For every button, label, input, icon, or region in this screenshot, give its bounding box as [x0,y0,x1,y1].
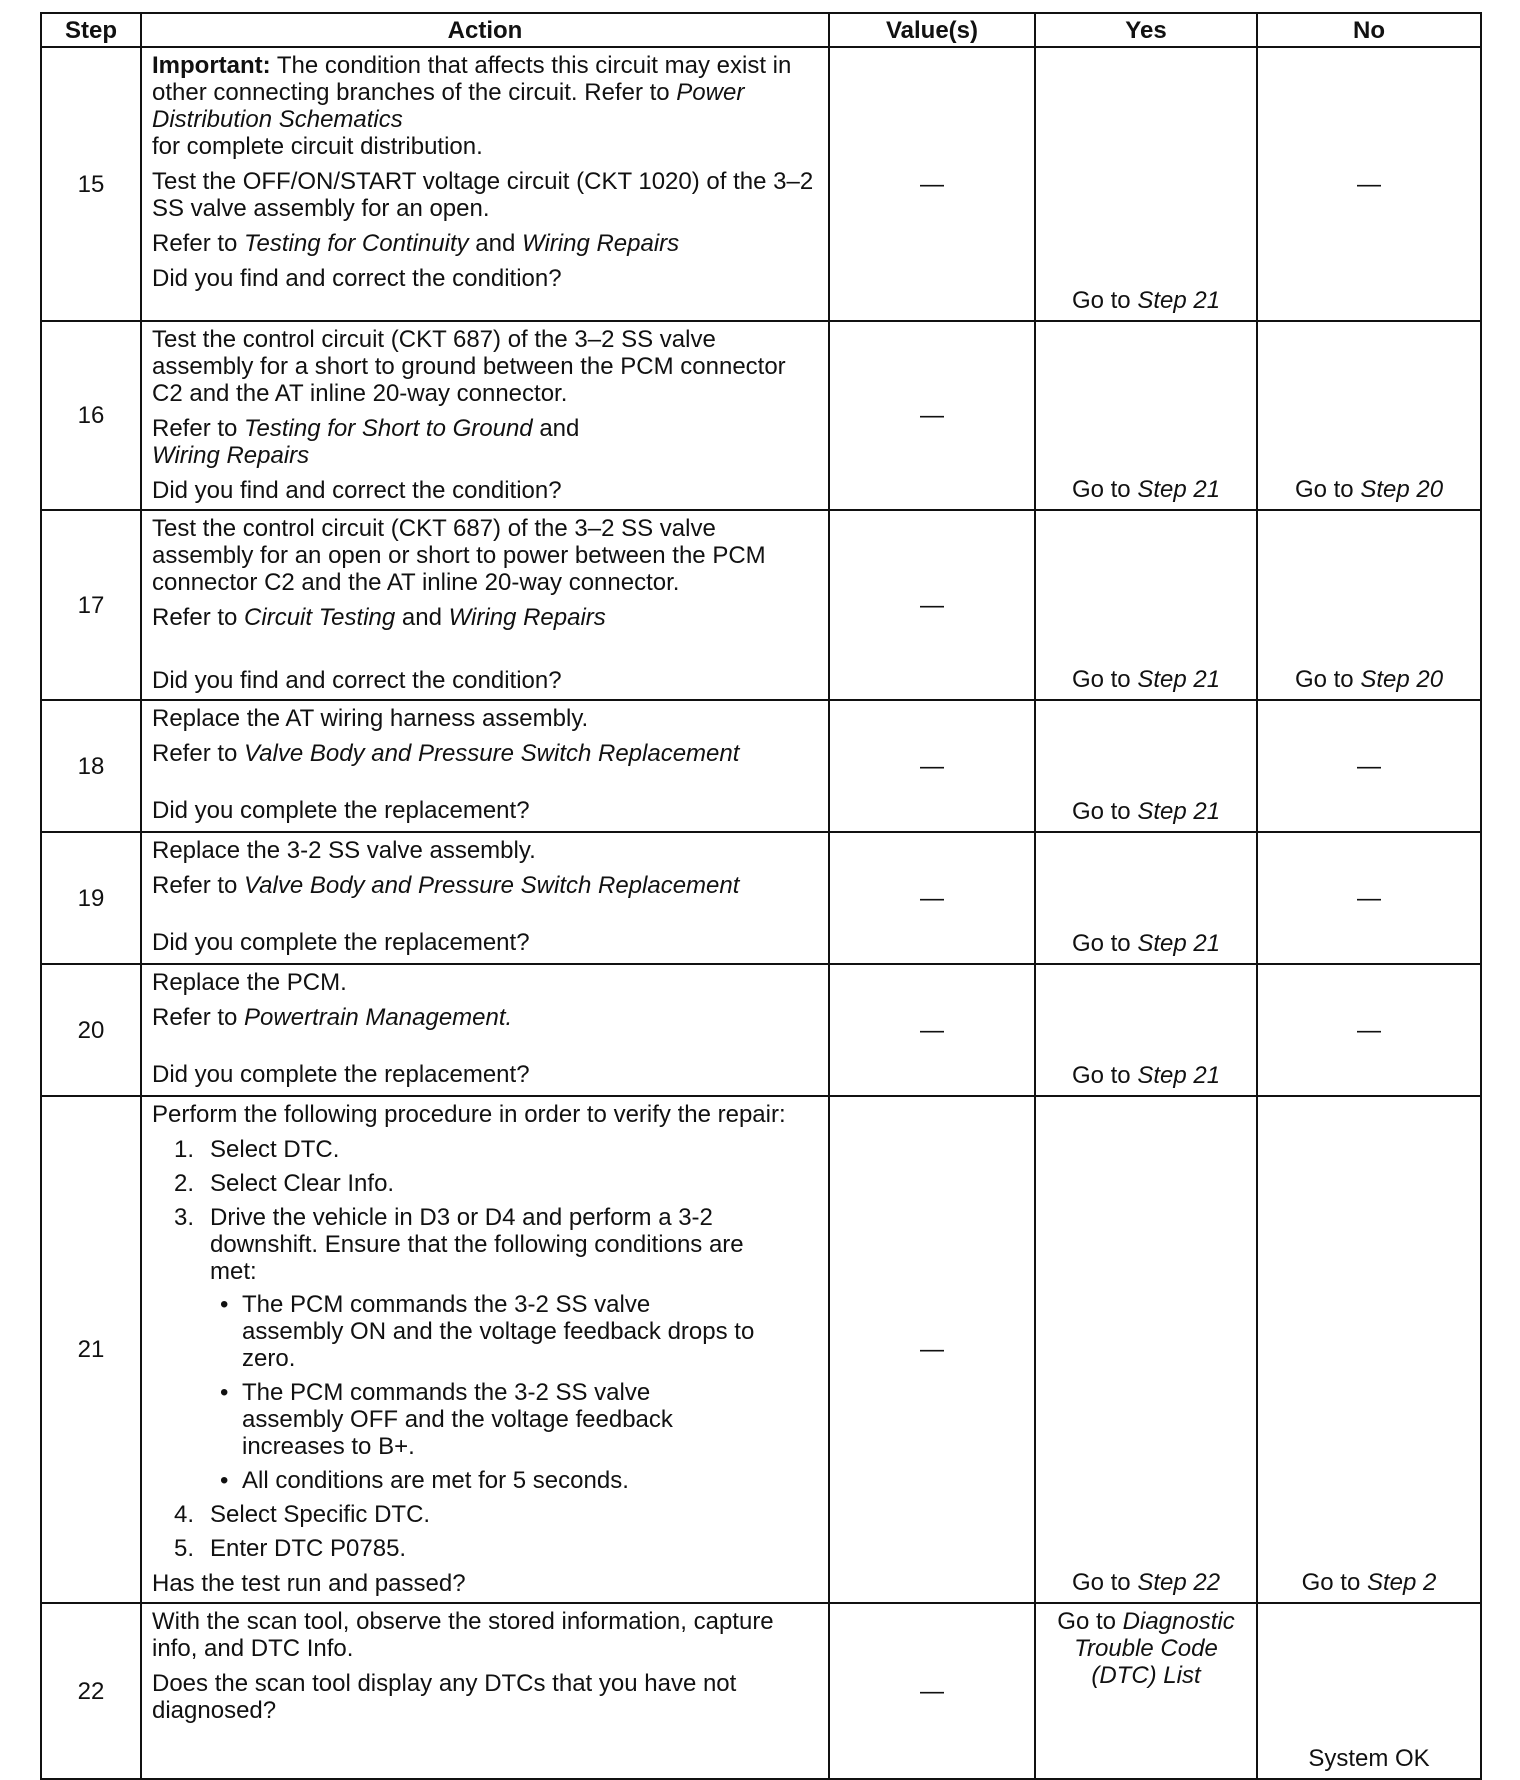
yes-step-link[interactable]: Step 21 [1137,476,1221,503]
question: Does the scan tool display any DTCs that you have not diagnosed? [152,1670,737,1724]
refer-link-a[interactable]: Powertrain Management. [244,1004,513,1031]
header-yes: Yes [1035,13,1257,47]
yes-cell [1035,1603,1257,1779]
no-cell: — [1257,832,1481,964]
item-number: 1. [174,1136,195,1163]
yes-cell [1035,510,1257,700]
yes-cell [1035,321,1257,510]
action-cell [141,510,829,700]
no-cell: System OK [1257,1603,1481,1779]
no-step-link[interactable]: Step 20 [1360,666,1444,693]
action-cell [141,700,829,832]
important-note [152,52,818,160]
procedure-intro: Perform the following procedure in order to verify the repair: [152,1101,786,1128]
no-cell: — [1257,964,1481,1096]
no-step-link[interactable]: Step 20 [1360,476,1444,503]
table-row-step-15 [41,47,1481,321]
yes-prefix: Go to [1071,930,1131,957]
test-instruction: Test the control circuit (CKT 687) of the 3–2 SS valve assembly for a short to ground between the PCM connector C2 and the AT inline 20-way connector. [152,326,786,407]
refer-link-a[interactable]: Testing for Continuity [244,230,469,257]
refer-link-a[interactable]: Testing for Short to Ground [244,415,533,442]
yes-prefix: Go to [1071,287,1131,314]
refer-prefix: Refer to [152,230,238,257]
bullet-text: The PCM commands the 3-2 SS valve assembly OFF and the voltage feedback increases to B+. [242,1379,673,1460]
no-cell: — [1257,700,1481,832]
item-number: 4. [174,1501,195,1528]
refer-line [152,740,818,767]
header-action: Action [141,13,829,47]
test-instruction: Test the OFF/ON/START voltage circuit (CKT 1020) of the 3–2 SS valve assembly for an open. [152,168,814,222]
value-cell: — [829,510,1035,700]
refer-prefix: Refer to [152,415,238,442]
table-row-step-19 [41,832,1481,964]
scan-instruction: With the scan tool, observe the stored information, capture info, and DTC Info. [152,1608,774,1662]
bullet-icon: • [220,1291,229,1318]
important-ref-link[interactable]: Power Distribution Schematics [152,79,745,133]
value-cell: — [829,47,1035,321]
refer-line [152,604,818,631]
yes-prefix: Go to [1071,476,1131,503]
refer-link-a[interactable]: Circuit Testing [244,604,396,631]
item-text: Select Clear Info. [210,1170,395,1197]
yes-prefix: Go to [1057,1608,1116,1635]
action-cell [141,964,829,1096]
refer-prefix: Refer to [152,740,238,767]
refer-link-b[interactable]: Wiring Repairs [448,604,606,631]
question: Did you complete the replacement? [152,797,530,824]
procedure-list [152,1136,818,1562]
refer-prefix: Refer to [152,604,238,631]
question: Did you find and correct the condition? [152,265,562,292]
yes-cell [1035,700,1257,832]
bullet-text: The PCM commands the 3-2 SS valve assembly ON and the voltage feedback drops to zero. [242,1291,755,1372]
no-step-link[interactable]: Step 2 [1366,1569,1437,1596]
item-text: Select Specific DTC. [210,1501,431,1528]
refer-line [152,230,818,257]
table-row-step-17 [41,510,1481,700]
value-cell: — [829,321,1035,510]
action-cell [141,1603,829,1779]
list-item [206,1467,758,1494]
item-number: 2. [174,1170,195,1197]
value-cell: — [829,700,1035,832]
question: Did you find and correct the condition? [152,477,562,504]
list-item [152,1535,818,1562]
question: Did you complete the replacement? [152,929,530,956]
list-item [152,1204,818,1494]
table-row-step-18 [41,700,1481,832]
list-item [206,1379,758,1460]
no-prefix: Go to [1294,476,1354,503]
test-instruction: Replace the 3-2 SS valve assembly. [152,837,536,864]
action-cell [141,832,829,964]
refer-line [152,872,818,899]
step-number: 15 [41,47,141,321]
yes-step-link[interactable]: Step 21 [1137,666,1221,693]
no-cell: — [1257,47,1481,321]
yes-prefix: Go to [1071,1569,1131,1596]
no-cell [1257,510,1481,700]
refer-link-a[interactable]: Valve Body and Pressure Switch Replacement [244,872,740,899]
refer-prefix: Refer to [152,1004,238,1031]
important-text: The condition that affects this circuit may exist in other connecting branches of the circuit. Refer to [152,52,792,106]
refer-link-a[interactable]: Valve Body and Pressure Switch Replacement [244,740,740,767]
item-number: 5. [174,1535,195,1562]
table-row-step-20 [41,964,1481,1096]
table-header-row [41,13,1481,47]
item-number: 3. [174,1204,195,1231]
yes-step-link[interactable]: Step 22 [1137,1569,1221,1596]
item-text: Select DTC. [210,1136,340,1163]
yes-cell [1035,832,1257,964]
value-cell: — [829,964,1035,1096]
refer-prefix: Refer to [152,872,238,899]
action-cell [141,1096,829,1603]
test-instruction: Replace the AT wiring harness assembly. [152,705,589,732]
list-item [206,1291,758,1372]
yes-prefix: Go to [1071,666,1131,693]
yes-cell [1035,47,1257,321]
no-prefix: Go to [1294,666,1354,693]
item-text: Drive the vehicle in D3 or D4 and perform a 3-2 downshift. Ensure that the following conditions are met: [210,1204,744,1285]
refer-and: and [539,415,580,442]
refer-and: and [401,604,442,631]
step-number: 18 [41,700,141,832]
no-cell [1257,321,1481,510]
yes-step-link[interactable]: Step 21 [1137,287,1221,314]
value-cell: — [829,1096,1035,1603]
refer-link-b[interactable]: Wiring Repairs [522,230,680,257]
value-cell: — [829,832,1035,964]
conditions-list [210,1291,758,1494]
refer-line [152,415,818,469]
diagnostic-table-page [40,12,1480,1780]
item-text: Enter DTC P0785. [210,1535,407,1562]
bullet-text: All conditions are met for 5 seconds. [242,1467,629,1494]
yes-cell [1035,1096,1257,1603]
yes-step-link[interactable]: Step 21 [1137,798,1221,825]
refer-and: and [475,230,516,257]
list-item [152,1136,818,1163]
refer-link-b[interactable]: Wiring Repairs [152,442,310,469]
question: Did you find and correct the condition? [152,667,562,694]
bullet-icon: • [220,1467,229,1494]
table-row-step-16 [41,321,1481,510]
header-step: Step [41,13,141,47]
step-number: 17 [41,510,141,700]
dtc-list-link[interactable]: Diagnostic Trouble Code (DTC) List [1074,1608,1235,1689]
test-instruction: Replace the PCM. [152,969,347,996]
step-number: 20 [41,964,141,1096]
diagnostic-steps-table [40,12,1482,1780]
header-no: No [1257,13,1481,47]
test-instruction: Test the control circuit (CKT 687) of the 3–2 SS valve assembly for an open or short to power between the PCM connector C2 and the AT inline 20-way connector. [152,515,766,596]
list-item [152,1170,818,1197]
no-prefix: Go to [1301,1569,1361,1596]
action-cell [141,321,829,510]
no-cell [1257,1096,1481,1603]
step-number: 16 [41,321,141,510]
yes-prefix: Go to [1071,1062,1131,1089]
value-cell: — [829,1603,1035,1779]
table-row-step-22 [41,1603,1481,1779]
yes-cell [1035,964,1257,1096]
question: Did you complete the replacement? [152,1061,530,1088]
important-label: Important: [152,52,271,79]
refer-line [152,1004,818,1031]
step-number: 21 [41,1096,141,1603]
bullet-icon: • [220,1379,229,1406]
step-number: 19 [41,832,141,964]
table-row-step-21 [41,1096,1481,1603]
header-values: Value(s) [829,13,1035,47]
important-tail: for complete circuit distribution. [152,133,483,160]
list-item [152,1501,818,1528]
yes-prefix: Go to [1071,798,1131,825]
yes-step-link[interactable]: Step 21 [1137,1062,1221,1089]
step-number: 22 [41,1603,141,1779]
question: Has the test run and passed? [152,1570,466,1597]
yes-step-link[interactable]: Step 21 [1137,930,1221,957]
action-cell [141,47,829,321]
